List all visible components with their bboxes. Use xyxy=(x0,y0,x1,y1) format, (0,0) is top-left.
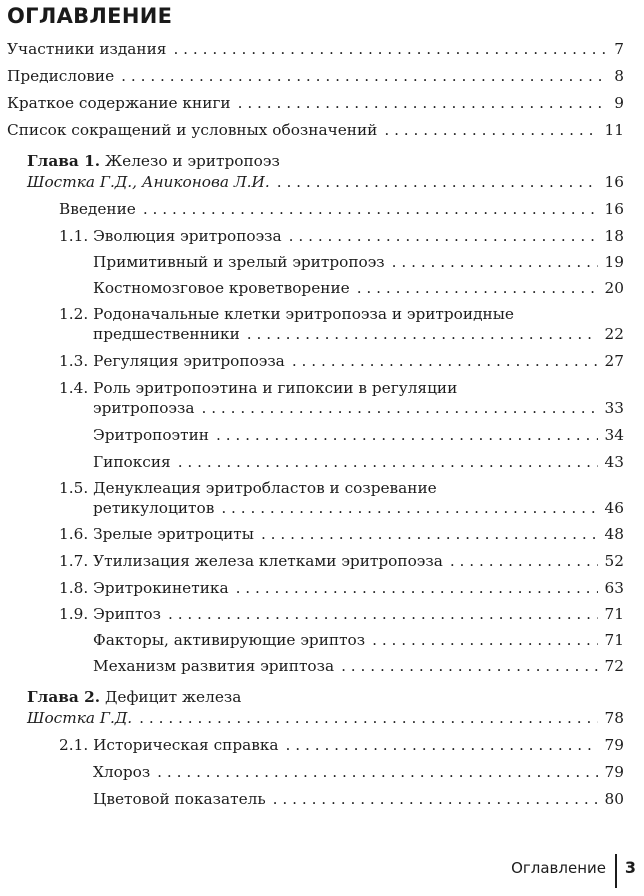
toc-entry-erythropoietin[interactable]: Эритропоэтин . . . 34 xyxy=(93,425,624,445)
chapter-2-authors-row: Шостка Г.Д. . . . 78 xyxy=(27,708,624,728)
toc-entry-1-2[interactable]: предшественники . . . 22 xyxy=(93,324,624,344)
toc-entry-1-7[interactable]: 1.7. Утилизация железа клетками эритропоэза . . . 52 xyxy=(59,551,624,571)
toc-entry-1-4[interactable]: эритропоэза . . . 33 xyxy=(93,398,624,418)
toc-entry-bone-marrow[interactable]: Костномозговое кроветворение . . . 20 xyxy=(93,278,624,298)
toc-entry-2-1[interactable]: 2.1. Историческая справка . . . 79 xyxy=(59,735,624,755)
toc-entry-eryptosis-mechanism[interactable]: Механизм развития эриптоза . . . 72 xyxy=(93,656,624,676)
toc-entry-1-6[interactable]: 1.6. Зрелые эритроциты . . . 48 xyxy=(59,524,624,544)
chapter-1-heading[interactable]: Глава 1. Железо и эритропоэз xyxy=(27,152,280,170)
toc-entry-1-4-line1[interactable]: 1.4. Роль эритропоэтина и гипоксии в регуляции xyxy=(59,379,458,397)
toc-entry-1-1[interactable]: 1.1. Эволюция эритропоэза . . . 18 xyxy=(59,226,624,246)
toc-entry-1-8[interactable]: 1.8. Эритрокинетика . . . 63 xyxy=(59,578,624,598)
page-title: ОГЛАВЛЕНИЕ xyxy=(7,4,173,28)
toc-entry-1-9[interactable]: 1.9. Эриптоз . . . 71 xyxy=(59,604,624,624)
toc-entry-1-5[interactable]: ретикулоцитов . . . 46 xyxy=(93,498,624,518)
toc-entry-chlorosis[interactable]: Хлороз . . . 79 xyxy=(93,762,624,782)
toc-entry-eryptosis-factors[interactable]: Факторы, активирующие эриптоз . . . 71 xyxy=(93,630,624,650)
chapter-2-heading[interactable]: Глава 2. Дефицит железа xyxy=(27,688,242,706)
footer-label: Оглавление xyxy=(511,859,606,877)
toc-entry-1-2-line1[interactable]: 1.2. Родоначальные клетки эритропоэза и эритроидные xyxy=(59,305,514,323)
toc-entry-summary[interactable]: Краткое содержание книги . . . 9 xyxy=(7,93,624,113)
toc-entry-abbreviations[interactable]: Список сокращений и условных обозначений . . . 11 xyxy=(7,120,624,140)
toc-entry-participants[interactable]: Участники издания . . . 7 xyxy=(7,39,624,59)
toc-entry-primitive-mature[interactable]: Примитивный и зрелый эритропоэз . . . 19 xyxy=(93,252,624,272)
toc-entry-hypoxia[interactable]: Гипоксия . . . 43 xyxy=(93,452,624,472)
chapter-1-authors-row: Шостка Г.Д., Аниконова Л.И. . . . 16 xyxy=(27,172,624,192)
page-footer xyxy=(344,850,644,890)
toc-entry-color-index[interactable]: Цветовой показатель . . . 80 xyxy=(93,789,624,809)
toc-entry-1-3[interactable]: 1.3. Регуляция эритропоэза . . . 27 xyxy=(59,351,624,371)
toc-entry-preface[interactable]: Предисловие . . . 8 xyxy=(7,66,624,86)
toc-entry-1-5-line1[interactable]: 1.5. Денуклеация эритробластов и созревание xyxy=(59,479,437,497)
toc-entry-introduction[interactable]: Введение . . . 16 xyxy=(59,199,624,219)
page-number: 3 xyxy=(624,858,636,877)
footer-divider xyxy=(615,854,617,888)
